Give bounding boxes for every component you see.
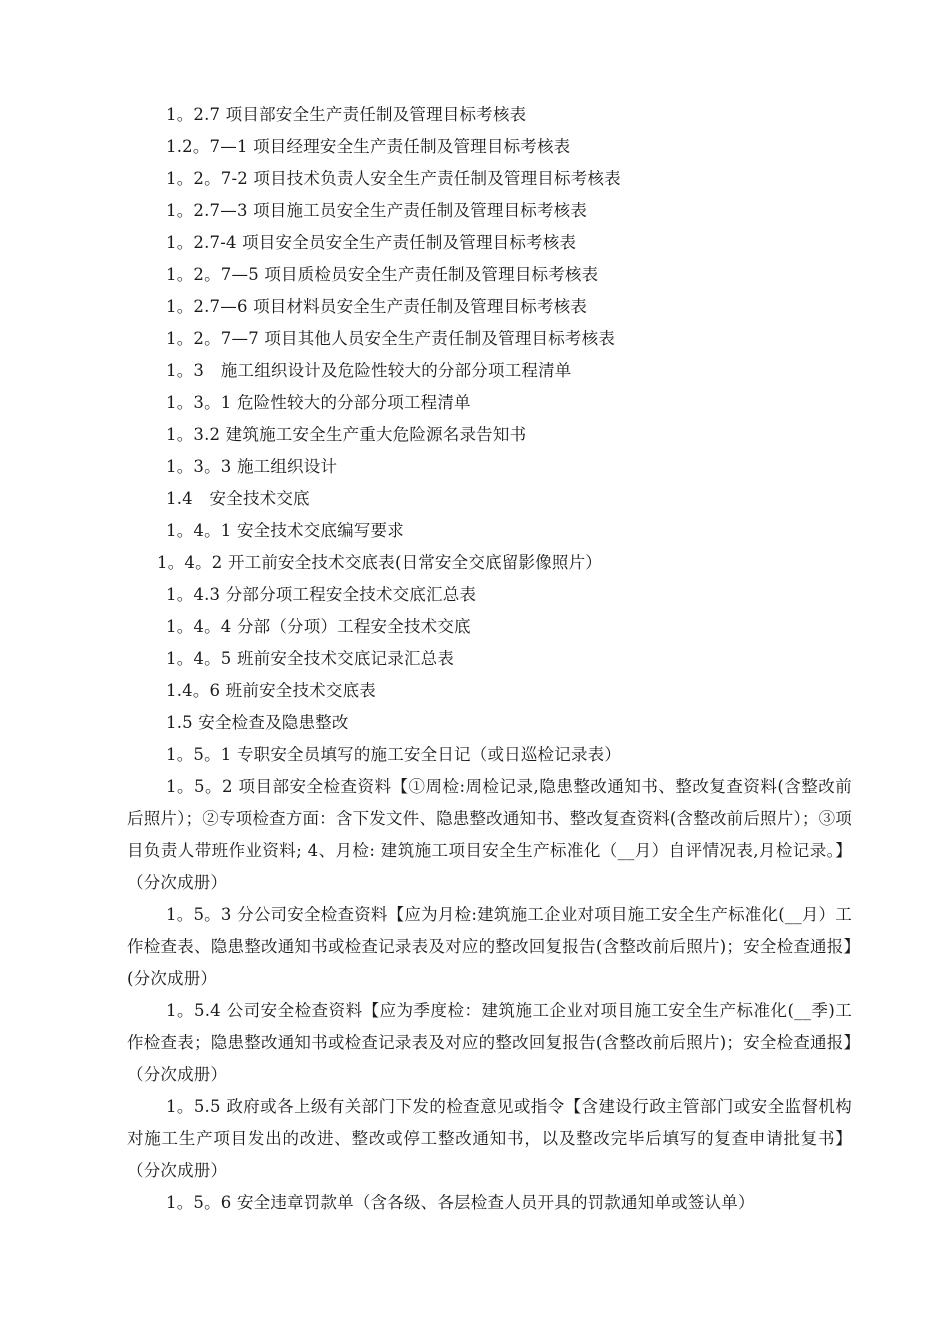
toc-line: 1.4。6 班前安全技术交底表 <box>166 681 376 700</box>
toc-paragraph: 1。5。2 项目部安全检查资料【①周检:周检记录,隐患整改通知书、整改复查资料(含整改前后照片）；②专项检查方面：含下发文件、隐患整改通知书、整改复查资料(含整改前后照片）；③项目负责人带班作业资料; 4、月检: 建筑施工项目安全生产标准化（__月）自评情况表,月检记录。】（分次成册） <box>127 777 852 892</box>
toc-line: 1.2。7—1 项目经理安全生产责任制及管理目标考核表 <box>166 137 571 156</box>
toc-line: 1。2。7—7 项目其他人员安全生产责任制及管理目标考核表 <box>166 329 616 348</box>
toc-line: 1。4。4 分部（分项）工程安全技术交底 <box>166 617 471 636</box>
toc-paragraph: 1。5.4 公司安全检查资料【应为季度检：建筑施工企业对项目施工安全生产标准化(__季)工作检查表；隐患整改通知书或检查记录表及对应的整改回复报告(含整改前后照片)；安全检查通报】（分次成册） <box>127 1001 852 1084</box>
toc-line: 1。2.7—6 项目材料员安全生产责任制及管理目标考核表 <box>166 297 588 316</box>
toc-line: 1。2.7—3 项目施工员安全生产责任制及管理目标考核表 <box>166 201 588 220</box>
toc-line: 1。3。1 危险性较大的分部分项工程清单 <box>166 393 471 412</box>
document-body <box>127 99 852 1219</box>
toc-line: 1。4。2 开工前安全技术交底表(日常安全交底留影像照片） <box>157 553 602 572</box>
toc-line: 1。4.3 分部分项工程安全技术交底汇总表 <box>166 585 477 604</box>
toc-line: 1。3.2 建筑施工安全生产重大危险源名录告知书 <box>166 425 527 444</box>
toc-line: 1。4。1 安全技术交底编写要求 <box>166 521 404 540</box>
toc-line: 1。2。7—5 项目质检员安全生产责任制及管理目标考核表 <box>166 265 599 284</box>
section-heading: 1.4 安全技术交底 <box>166 489 310 508</box>
toc-line: 1。2.7 项目部安全生产责任制及管理目标考核表 <box>166 105 527 124</box>
section-heading: 1。3 施工组织设计及危险性较大的分部分项工程清单 <box>166 361 572 380</box>
toc-paragraph: 1。5.5 政府或各上级有关部门下发的检查意见或指令【含建设行政主管部门或安全监督机构对施工生产项目发出的改进、整改或停工整改通知书，以及整改完毕后填写的复查申请批复书】（分次成册） <box>127 1097 852 1180</box>
toc-line: 1。3。3 施工组织设计 <box>166 457 338 476</box>
section-heading: 1.5 安全检查及隐患整改 <box>166 713 349 732</box>
toc-line: 1。5。1 专职安全员填写的施工安全日记（或日巡检记录表） <box>166 745 622 764</box>
toc-line: 1。2。7-2 项目技术负责人安全生产责任制及管理目标考核表 <box>166 169 621 188</box>
toc-line: 1。4。5 班前安全技术交底记录汇总表 <box>166 649 455 668</box>
toc-paragraph: 1。5。3 分公司安全检查资料【应为月检:建筑施工企业对项目施工安全生产标准化(__月）工作检查表、隐患整改通知书或检查记录表及对应的整改回复报告(含整改前后照片)；安全检查通报】(分次成册） <box>127 905 852 988</box>
toc-line: 1。2.7-4 项目安全员安全生产责任制及管理目标考核表 <box>166 233 577 252</box>
toc-line: 1。5。6 安全违章罚款单（含各级、各层检查人员开具的罚款通知单或签认单） <box>166 1193 755 1212</box>
